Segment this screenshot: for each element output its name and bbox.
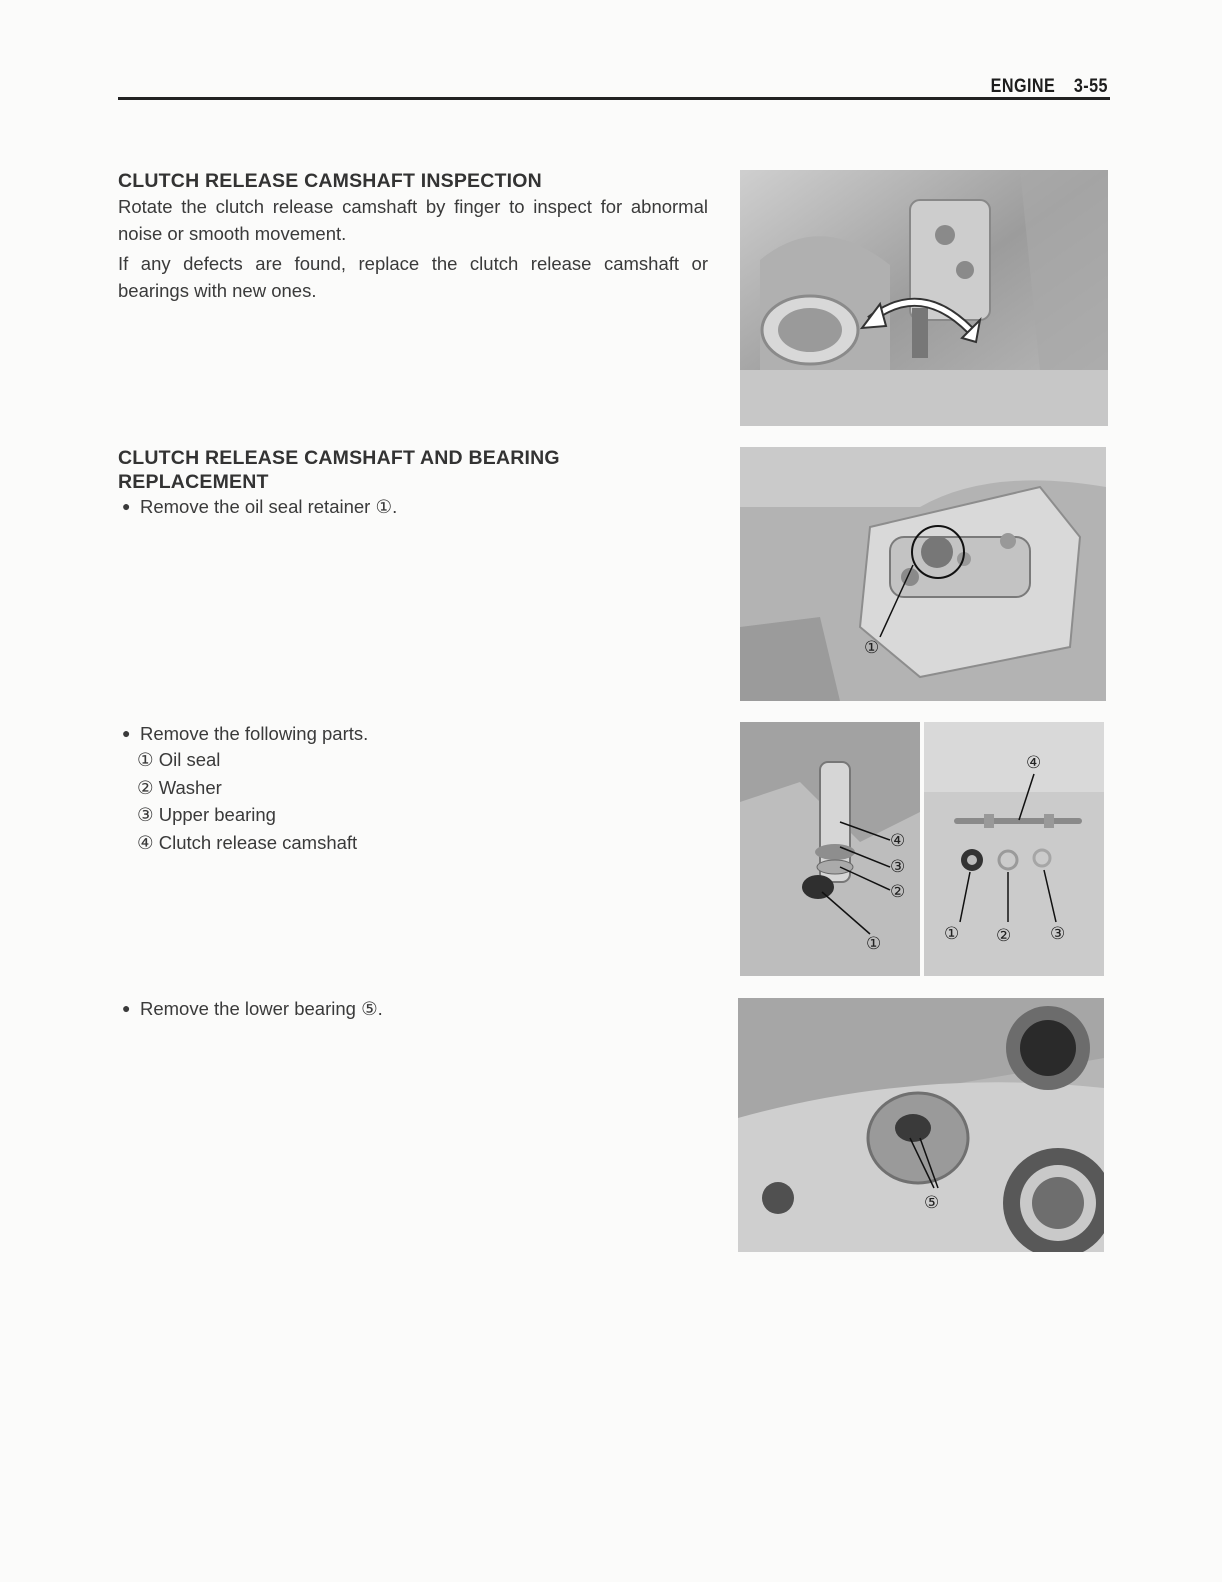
step-remove-retainer	[122, 493, 397, 520]
parts-list	[137, 746, 357, 856]
list-item: ④ Clutch release camshaft	[137, 831, 358, 853]
callout-4: ④	[1026, 753, 1042, 773]
list-item: ③ Upper bearing	[137, 804, 276, 825]
figure-lower-bearing	[738, 998, 1104, 1252]
header-rule	[118, 97, 1110, 100]
callout-1: ①	[944, 924, 960, 944]
bullet-dot: ●	[122, 1000, 131, 1016]
step-remove-lower-bearing-text: Remove the lower bearing ⑤.	[140, 998, 383, 1019]
bullet-dot: ●	[122, 498, 131, 514]
callout-2: ②	[996, 926, 1012, 946]
callout-4: ④	[890, 831, 906, 851]
figure-camshaft-rotation	[740, 170, 1108, 426]
bullet-dot: ●	[122, 725, 131, 741]
callout-1: ①	[866, 934, 882, 954]
step-remove-parts	[122, 720, 368, 747]
page-header	[0, 70, 1222, 110]
header-label	[991, 76, 1108, 98]
callout-2: ②	[890, 882, 906, 902]
replacement-heading-line-2: REPLACEMENT	[118, 471, 269, 493]
step-remove-retainer-text: Remove the oil seal retainer ①.	[140, 496, 398, 517]
inspection-heading: CLUTCH RELEASE CAMSHAFT INSPECTION	[118, 170, 542, 192]
step-remove-lower-bearing	[122, 995, 383, 1022]
list-item: ② Washer	[137, 776, 222, 798]
step-remove-parts-text: Remove the following parts.	[140, 723, 369, 744]
figure-parts-removed	[924, 722, 1104, 976]
callout-5: ⑤	[924, 1193, 940, 1213]
list-item: ① Oil seal	[137, 749, 221, 770]
callout-1: ①	[864, 638, 880, 658]
replacement-heading-line-1: CLUTCH RELEASE CAMSHAFT AND BEARING	[118, 447, 560, 469]
inspection-paragraph-1: Rotate the clutch release camshaft by finger to inspect for abnormal noise or smooth movement.	[118, 196, 708, 244]
section-title: ENGINE	[990, 76, 1056, 97]
inspection-paragraph-2: If any defects are found, replace the clutch release camshaft or bearings with new ones.	[118, 253, 708, 301]
figure-parts-installed	[740, 722, 920, 976]
callout-3: ③	[1050, 924, 1066, 944]
callout-3: ③	[890, 857, 906, 877]
figure-oil-seal-retainer	[740, 447, 1106, 701]
page-number: 3-55	[1073, 76, 1108, 97]
